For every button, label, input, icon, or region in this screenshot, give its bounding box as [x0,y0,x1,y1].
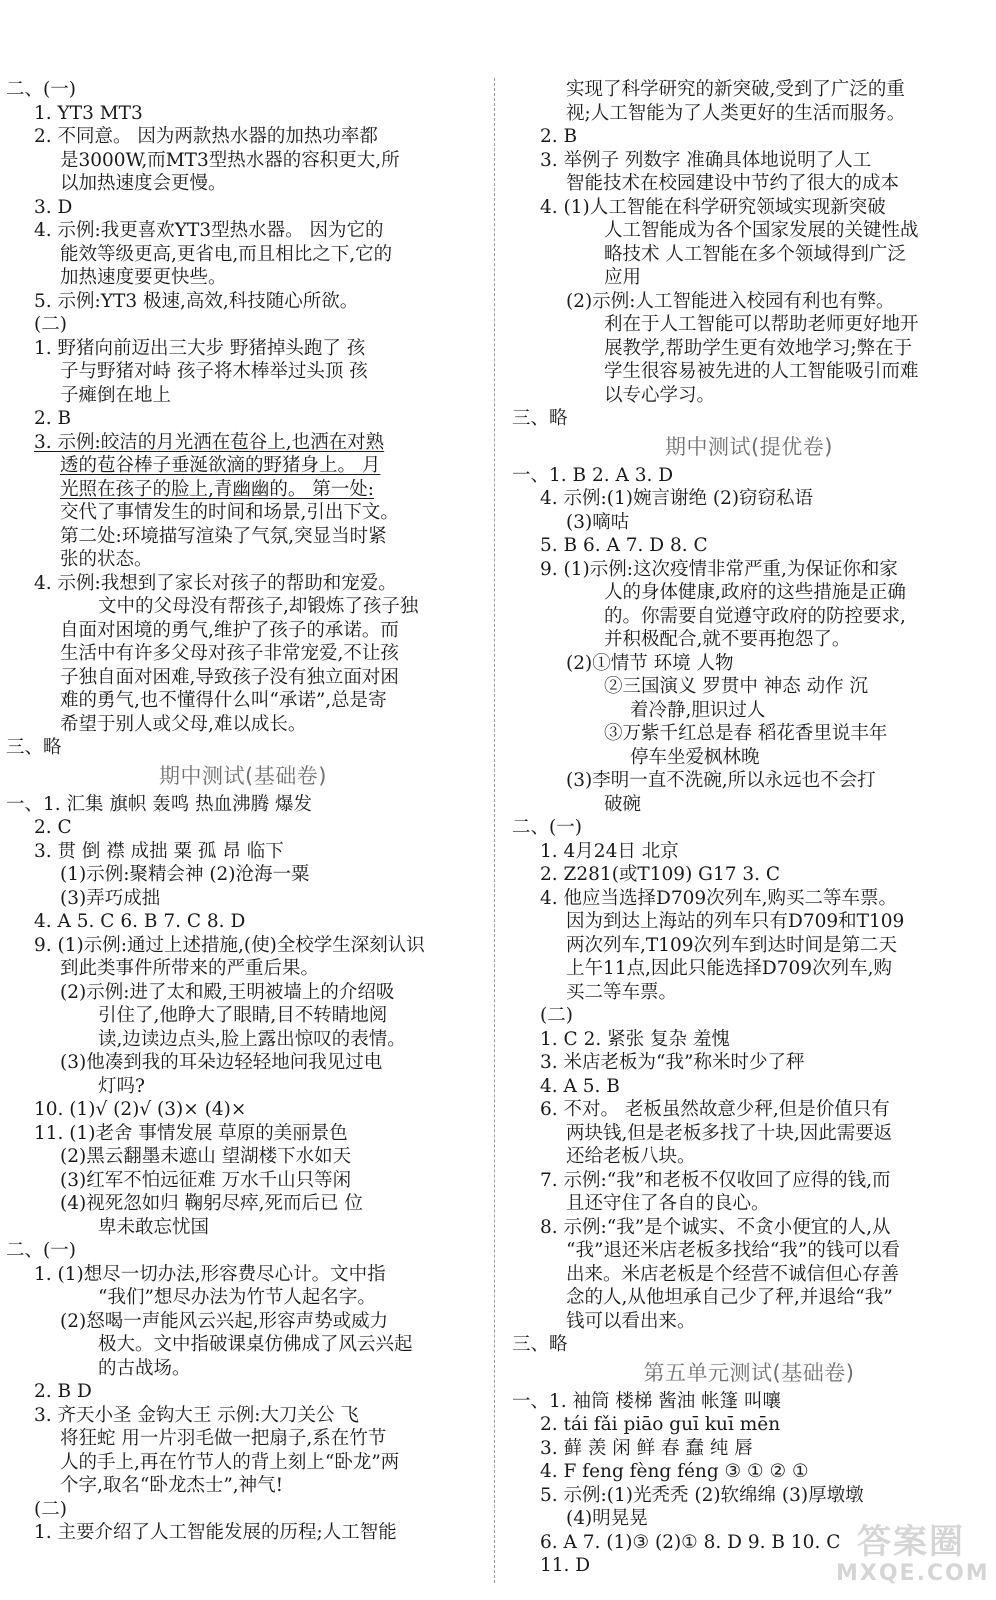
answer-line: 到此类事件所带来的严重后果。 [60,958,320,979]
answer-line: 4. 示例:(1)婉言谢绝 (2)窃窃私语 [540,488,814,509]
answer-column-right [512,78,986,1578]
answer-line: 以专心学习。 [604,384,716,406]
answer-line: 应用 [604,267,642,288]
answer-line: 两块钱,但是老板多找了十块,因此需要返 [566,1122,893,1144]
answer-line: 3. 藓 羡 闲 鲜 春 蠢 纯 唇 [540,1437,753,1459]
answer-line: 光照在孩子的脸上,青幽幽的。 第一处: [60,478,374,500]
answer-line: 1. 主要介绍了人工智能发展的历程;人工智能 [34,1522,397,1543]
answer-line: (3)李明一直不洗碗,所以永远也不会打 [566,770,876,791]
answer-line: 2. Z281(或T109) G17 3. C [540,864,781,885]
answer-line: 3. 举例子 列数字 准确具体地说明了人工 [540,149,872,171]
answer-line: 透的苞谷棒子垂涎欲滴的野猪身上。 月 [60,455,381,476]
answer-line: 4. 示例:我更喜欢YT3型热水器。 因为它的 [34,220,384,241]
answer-line: 2. B [34,408,72,429]
answer-line: 4. F feng fèng féng ③ ① ② ① [540,1461,809,1482]
answer-line: 希望于别人或父母,难以成长。 [60,713,307,735]
answer-line: 二、(一) [6,1240,76,1261]
answer-line: 且还守住了各自的良心。 [566,1193,770,1214]
answer-line: 念的人,从他坦承自己少了秤,并退给“我” [566,1287,893,1308]
answer-line: 4. (1)人工智能在科学研究领域实现新突破 [540,196,886,218]
watermark-text: 答案圈 [857,1522,965,1562]
answer-line: 1. YT3 MT3 [34,102,143,124]
answer-line: 4. 示例:我想到了家长对孩子的帮助和宠爱。 [34,572,397,594]
section-heading: 第五单元测试(基础卷) [643,1360,855,1385]
answer-line: 生活中有许多父母对孩子非常宠爱,不让孩 [60,643,399,664]
answer-line: 视;人工智能为了人类更好的生活而服务。 [566,102,906,124]
answer-line: 子与野猪对峙 孩子将木棒举过头顶 孩 [60,361,368,382]
answer-line: 1. 野猪向前迈出三大步 野猪掉头跑了 孩 [34,337,366,359]
answer-line: 6. 不对。 老板虽然故意少秤,但是价值只有 [540,1099,890,1120]
answer-line: 实现了科学研究的新突破,受到了广泛的重 [566,79,905,100]
answer-line: 8. 示例:“我”是个诚实、不贪小便宜的人,从 [540,1216,891,1238]
answer-line: 二、(一) [6,79,76,100]
answer-line: (2)怒喝一声能风云兴起,形容声势或威力 [60,1310,389,1332]
answer-line: 4. 他应当选择D709次列车,购买二等车票。 [540,887,898,909]
answer-line: 因为到达上海站的列车只有D709和T109 [566,911,905,932]
answer-line: 一、1. 袖筒 楼梯 酱油 帐篷 叫嚷 [512,1390,782,1412]
answer-line: 三、略 [512,408,568,429]
answer-line: 5. 示例:YT3 极速,高效,科技随心所欲。 [34,290,359,312]
answer-line: 子独自面对困难,导致孩子没有独立面对困 [60,666,399,688]
answer-line: 卑未敢忘忧国 [98,1216,210,1238]
answer-line: 2. tái fǎi piāo guī kuī mēn [540,1414,781,1435]
answer-line: 3. D [34,196,73,218]
answer-line: 的。你需要自觉遵守政府的防控要求, [604,605,906,627]
answer-line: 3. 示例:皎洁的月光洒在苞谷上,也洒在对熟 [34,431,385,453]
answer-line: (4)视死忽如归 鞠躬尽瘁,死而后已 位 [60,1193,363,1214]
answer-line: 略技术 人工智能在多个领域得到广泛 [604,243,906,265]
answer-line: 钱可以看出来。 [566,1310,696,1332]
answer-line: 2. 不同意。 因为两款热水器的加热功率都 [34,126,378,147]
answer-line: (3)红军不怕远征难 万水千山只等闲 [60,1169,352,1191]
answer-line: 人的手上,再在竹节人的背上刻上“卧龙”两 [60,1451,400,1473]
answer-line: (二) [34,1498,67,1520]
answer-line: (3)他凑到我的耳朵边轻轻地问我见过电 [60,1052,383,1073]
answer-line: 2. B [540,126,578,147]
answer-column-left [6,78,480,1545]
answer-line: 一、1. B 2. A 3. D [512,464,674,486]
answer-line: 3. 齐天小圣 金钩大王 示例:大刀关公 飞 [34,1404,359,1426]
answer-line: ③万紫千红总是春 稻花香里说丰年 [604,723,888,744]
answer-line: (二) [34,314,67,335]
answer-line: 9. (1)示例:这次疫情非常严重,为保证你和家 [540,558,898,580]
answer-line: (二) [540,1005,573,1026]
answer-line: (4)明晃晃 [566,1508,648,1529]
answer-line: 还给老板八块。 [566,1146,696,1167]
answer-line: 着冷静,胆识过人 [630,699,766,721]
answer-line: 6. A 7. (1)③ (2)① 8. D 9. B 10. C [540,1531,841,1553]
answer-line: (2)示例:人工智能进入校园有利也有弊。 [566,290,895,312]
answer-line: 出来。米店老板是个经营不诚信但心存善 [566,1263,900,1285]
answer-line: 的古战场。 [98,1357,191,1379]
answer-line: 学生很容易被先进的人工智能吸引而难 [604,361,919,382]
answer-line: 1. (1)想尽一切办法,形容费尽心计。文中指 [34,1263,386,1285]
answer-line: 一、1. 汇集 旗帜 轰鸣 热血沸腾 爆发 [6,793,313,815]
answer-line: 人的身体健康,政府的这些措施是正确 [604,582,906,603]
answer-line: 自面对困境的勇气,维护了孩子的承诺。而 [60,619,399,641]
answer-line: 展教学,帮助学生更有效地学习;弊在于 [604,337,913,359]
answer-line: (1)示例:聚精会神 (2)沧海一粟 [60,864,310,885]
answer-line: 利在于人工智能可以帮助老师更好地开 [604,314,919,335]
answer-line: 11. (1)老舍 事情发展 草原的美丽景色 [34,1122,348,1144]
answer-line: ②三国演义 罗贯中 神态 动作 沉 [604,676,869,697]
answer-line: 2. C [34,817,72,838]
answer-line: 停车坐爱枫林晚 [630,746,760,768]
answer-line: 以加热速度会更慢。 [60,173,227,194]
answer-line: 10. (1)√ (2)√ (3)× (4)× [34,1099,247,1120]
answer-line: “我”退还米店老板多找给“我”的钱可以看 [566,1240,900,1261]
section-heading: 期中测试(基础卷) [159,763,327,788]
answer-line: 张的状态。 [60,549,153,570]
answer-line: 是3000W,而MT3型热水器的容积更大,所 [60,149,400,171]
answer-line: 5. B 6. A 7. D 8. C [540,535,708,556]
answer-line: 三、略 [512,1334,568,1355]
answer-line: (3)弄巧成拙 [60,887,161,909]
answer-line: 第二处:环境描写渲染了气氛,突显当时紧 [60,525,387,547]
answer-line: 7. 示例:“我”和老板不仅收回了应得的钱,而 [540,1169,891,1191]
answer-line: 能效等级更高,更省电,而且相比之下,它的 [60,243,393,265]
answer-line: 3. 米店老板为“我”称米时少了秤 [540,1052,805,1073]
watermark-logo [836,1522,990,1592]
answer-line: 1. 4月24日 北京 [540,840,679,862]
answer-line: (2)示例:进了太和殿,王明被墙上的介绍吸 [60,981,395,1003]
answer-line: 11. D [540,1555,591,1576]
answer-line: 智能技术在校园建设中节约了很大的成本 [566,173,900,194]
answer-line: 5. 示例:(1)光秃秃 (2)软绵绵 (3)厚墩墩 [540,1484,864,1506]
answer-line: 子瘫倒在地上 [60,384,172,406]
answer-line: 并积极配合,就不要再抱怨了。 [604,629,851,650]
answer-line: 文中的父母没有帮孩子,却锻炼了孩子独 [98,596,419,617]
answer-line: (2)①情节 环境 人物 [566,652,734,674]
column-divider [494,78,495,1583]
answer-line: 上午11点,因此只能选择D709次列车,购 [566,958,892,979]
answer-line: 读,边读边点头,脸上露出惊叹的表情。 [98,1028,406,1050]
answer-line: 个字,取名“卧龙杰士”,神气! [60,1475,284,1496]
answer-line: “我们”想尽办法为竹节人起名字。 [98,1287,376,1308]
answer-line: 加热速度要更快些。 [60,267,227,288]
answer-line: 将狂蛇 用一片羽毛做一把扇子,系在竹节 [60,1428,387,1449]
section-heading: 期中测试(提优卷) [665,434,833,459]
answer-line: 灯吗? [98,1075,145,1097]
answer-line: 3. 贯 倒 襟 成拙 粟 孤 昂 临下 [34,840,284,862]
answer-line: 2. B D [34,1381,92,1402]
answer-line: 难的勇气,也不懂得什么叫“承诺”,总是寄 [60,690,387,711]
answer-line: 二、(一) [512,817,582,838]
watermark-url: MXQE.COM [836,1561,990,1586]
answer-line: 人工智能成为各个国家发展的关键性战 [604,220,919,241]
answer-line: 买二等车票。 [566,981,678,1003]
answer-line: 1. C 2. 紧张 复杂 羞愧 [540,1028,730,1050]
answer-line: 破碗 [604,793,642,815]
answer-line: 9. (1)示例:通过上述措施,(使)全校学生深刻认识 [34,934,425,956]
answer-line: (2)黑云翻墨未遮山 望湖楼下水如天 [60,1146,352,1167]
answer-line: 4. A 5. C 6. B 7. C 8. D [34,911,246,932]
answer-line: 三、略 [6,737,62,758]
answer-line: 极大。文中指破课桌仿佛成了风云兴起 [98,1334,413,1355]
answer-line: (3)嘀咕 [566,511,630,533]
answer-line: 4. A 5. B [540,1075,620,1097]
answer-line: 交代了事情发生的时间和场景,引出下文。 [60,502,399,523]
answer-line: 引住了,他睁大了眼睛,目不转睛地阅 [98,1005,388,1026]
answer-line: 两次列车,T109次列车到达时间是第二天 [566,934,898,956]
